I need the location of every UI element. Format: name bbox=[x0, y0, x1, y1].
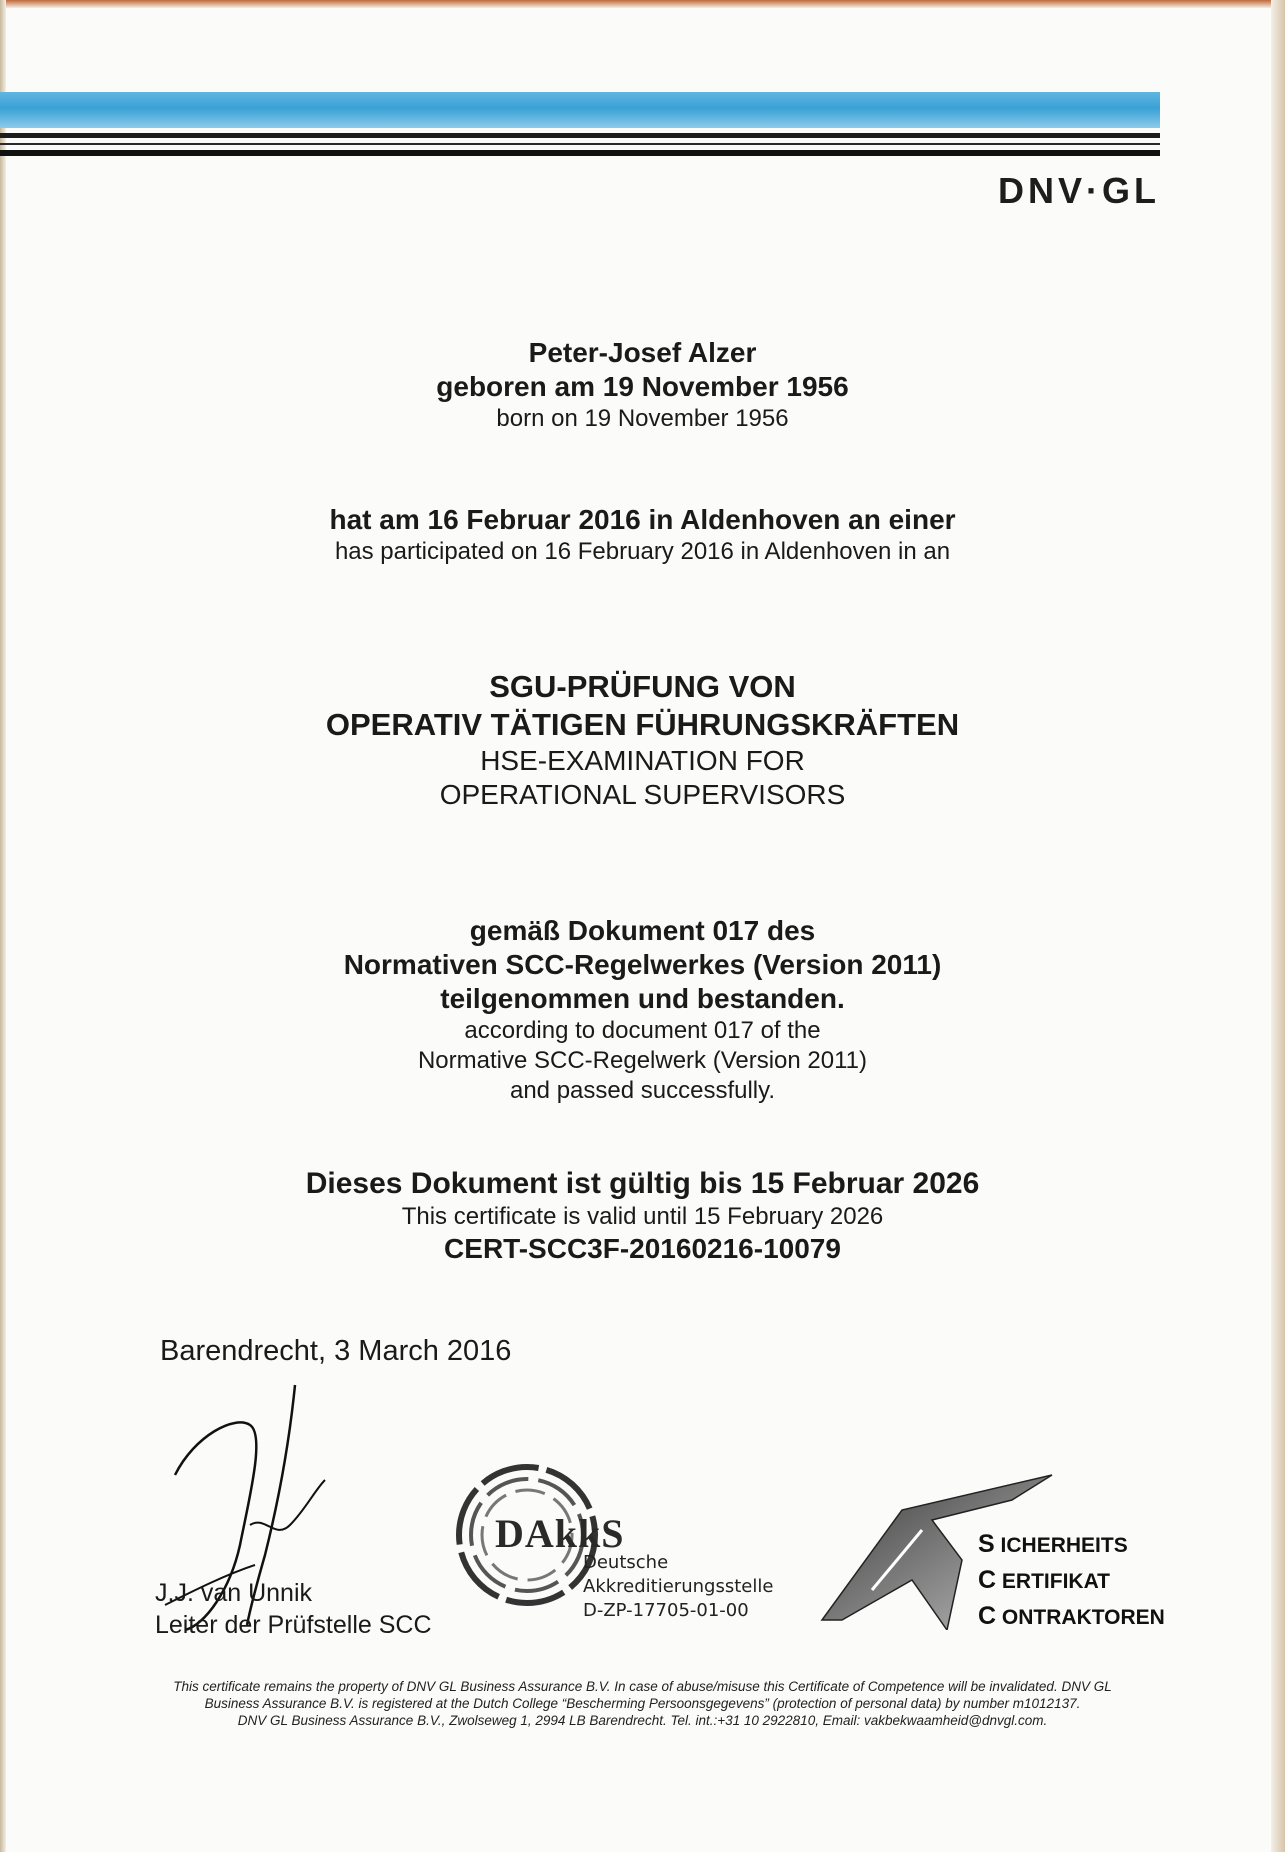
exam-title-en-2: OPERATIONAL SUPERVISORS bbox=[439, 779, 846, 810]
scc-c2-initial: C bbox=[978, 1602, 997, 1630]
basis-de-3: teilgenommen und bestanden. bbox=[440, 983, 845, 1014]
certificate-number: CERT-SCC3F-20160216-10079 bbox=[444, 1233, 841, 1264]
validity-en: This certificate is valid until 15 February 2026 bbox=[401, 1203, 884, 1230]
footer-notice bbox=[100, 1678, 1185, 1729]
scc-contraktoren: ONTRAKTOREN bbox=[1001, 1606, 1165, 1629]
paper-edge-top bbox=[0, 0, 1285, 8]
participation-de: hat am 16 Februar 2016 in Aldenhoven an einer bbox=[329, 504, 956, 535]
exam-title-de-2: OPERATIV TÄTIGEN FÜHRUNGSKRÄFTEN bbox=[325, 707, 960, 742]
footer-line-2: Business Assurance B.V. is registered at the Dutch College “Bescherming Persoonsgegevens” (protection of personal data) by number m1012137. bbox=[204, 1696, 1081, 1711]
header-rule bbox=[0, 150, 1160, 156]
exam-title-block bbox=[0, 668, 1285, 812]
holder-born-de: geboren am 19 November 1956 bbox=[436, 371, 849, 402]
signatory-role: Leiter der Prüfstelle SCC bbox=[155, 1611, 432, 1639]
scc-c1-initial: C bbox=[978, 1566, 997, 1594]
dakks-line-2: Akkreditierungsstelle bbox=[583, 1576, 774, 1597]
exam-title-de-1: SGU-PRÜFUNG VON bbox=[489, 669, 796, 704]
validity-block bbox=[0, 1166, 1285, 1266]
dnv-gl-logo: DNV·GL bbox=[998, 170, 1160, 211]
holder-born-en: born on 19 November 1956 bbox=[496, 405, 789, 432]
scc-wordmark bbox=[978, 1527, 1165, 1635]
basis-en-2: Normative SCC-Regelwerk (Version 2011) bbox=[417, 1047, 868, 1074]
basis-en-3: and passed successfully. bbox=[509, 1077, 776, 1104]
footer-line-3: DNV GL Business Assurance B.V., Zwolseweg 1, 2994 LB Barendrecht. Tel. int.:+31 10 2922810, Email: vakbekwaamheid@dnvgl.com. bbox=[237, 1713, 1048, 1728]
holder-block bbox=[0, 336, 1285, 434]
basis-de-2: Normativen SCC-Regelwerkes (Version 2011) bbox=[343, 949, 942, 980]
holder-name: Peter-Josef Alzer bbox=[528, 337, 757, 368]
participation-block bbox=[0, 503, 1285, 567]
validity-de: Dieses Dokument ist gültig bis 15 Februar 2026 bbox=[305, 1167, 980, 1200]
dakks-wordmark: DAkkS bbox=[495, 1511, 625, 1556]
basis-en-1: according to document 017 of the bbox=[464, 1017, 821, 1044]
dakks-accreditation-number: D-ZP-17705-01-00 bbox=[583, 1600, 749, 1621]
participation-en: has participated on 16 February 2016 in Aldenhoven in an bbox=[334, 538, 951, 565]
footer-line-1: This certificate remains the property of DNV GL Business Assurance B.V. In case of abuse/misuse this Certificate of Competence will be invalidated. DNV GL bbox=[173, 1679, 1112, 1694]
signatory-name: J.J. van Unnik bbox=[155, 1579, 313, 1607]
scc-sicherheits: ICHERHEITS bbox=[1000, 1534, 1128, 1557]
basis-block bbox=[0, 914, 1285, 1106]
signatory-block bbox=[155, 1577, 432, 1641]
issue-place-date: Barendrecht, 3 March 2016 bbox=[160, 1335, 512, 1367]
scc-certifikat: ERTIFIKAT bbox=[1001, 1570, 1111, 1593]
exam-title-en-1: HSE-EXAMINATION FOR bbox=[480, 745, 805, 776]
scc-s-initial: S bbox=[978, 1530, 995, 1558]
header-blue-band bbox=[0, 92, 1160, 128]
dakks-line-1: Deutsche bbox=[583, 1552, 669, 1573]
dakks-text bbox=[583, 1551, 773, 1623]
basis-de-1: gemäß Dokument 017 des bbox=[469, 915, 816, 946]
header-rule bbox=[0, 133, 1160, 138]
header-rule bbox=[0, 143, 1160, 145]
